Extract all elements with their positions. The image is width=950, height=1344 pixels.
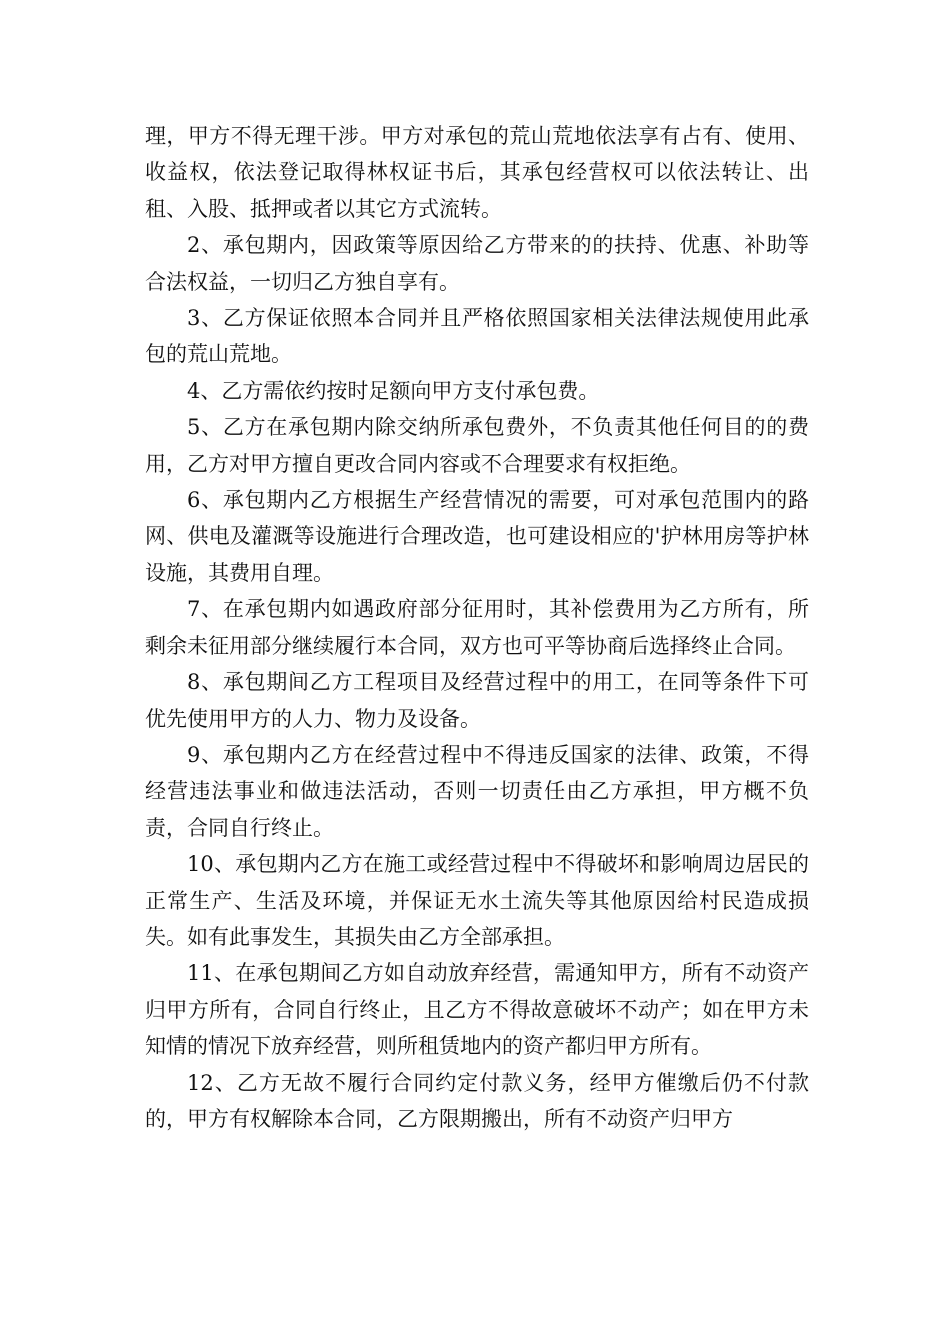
clause-6: 6、承包期内乙方根据生产经营情况的需要，可对承包范围内的路网、供电及灌溉等设施进行合理改造，也可建设相应的'护林用房等护林设施，其费用自理。 (145, 488, 809, 585)
clause-3: 3、乙方保证依照本合同并且严格依照国家相关法律法规使用此承包的荒山荒地。 (145, 306, 809, 367)
clause-5: 5、乙方在承包期内除交纳所承包费外，不负责其他任何目的的费用，乙方对甲方擅自更改合同内容或不合理要求有权拒绝。 (145, 415, 809, 476)
paragraph-continuation: 理，甲方不得无理干涉。甲方对承包的荒山荒地依法享有占有、使用、收益权，依法登记取得林权证书后，其承包经营权可以依法转让、出租、入股、抵押或者以其它方式流转。 (145, 124, 809, 221)
clause-4: 4、乙方需依约按时足额向甲方支付承包费。 (187, 378, 600, 403)
clause-9: 9、承包期内乙方在经营过程中不得违反国家的法律、政策，不得经营违法事业和做违法活动，否则一切责任由乙方承担，甲方概不负责，合同自行终止。 (145, 742, 809, 840)
clause-8: 8、承包期间乙方工程项目及经营过程中的用工，在同等条件下可优先使用甲方的人力、物力及设备。 (145, 670, 809, 731)
clause-7: 7、在承包期内如遇政府部分征用时，其补偿费用为乙方所有，所剩余未征用部分继续履行本合同，双方也可平等协商后选择终止合同。 (145, 597, 809, 658)
document-body (145, 118, 809, 1137)
clause-12: 12、乙方无故不履行合同约定付款义务，经甲方催缴后仍不付款的，甲方有权解除本合同，乙方限期搬出，所有不动资产归甲方 (145, 1070, 809, 1131)
clause-11: 11、在承包期间乙方如自动放弃经营，需通知甲方，所有不动资产归甲方所有，合同自行终止，且乙方不得故意破坏不动产；如在甲方未知情的情况下放弃经营，则所租赁地内的资产都归甲方所有。 (145, 961, 809, 1059)
clause-2: 2、承包期内，因政策等原因给乙方带来的的扶持、优惠、补助等合法权益，一切归乙方独自享有。 (145, 233, 809, 294)
clause-10: 10、承包期内乙方在施工或经营过程中不得破坏和影响周边居民的正常生产、生活及环境，并保证无水土流失等其他原因给村民造成损失。如有此事发生，其损失由乙方全部承担。 (145, 852, 809, 949)
